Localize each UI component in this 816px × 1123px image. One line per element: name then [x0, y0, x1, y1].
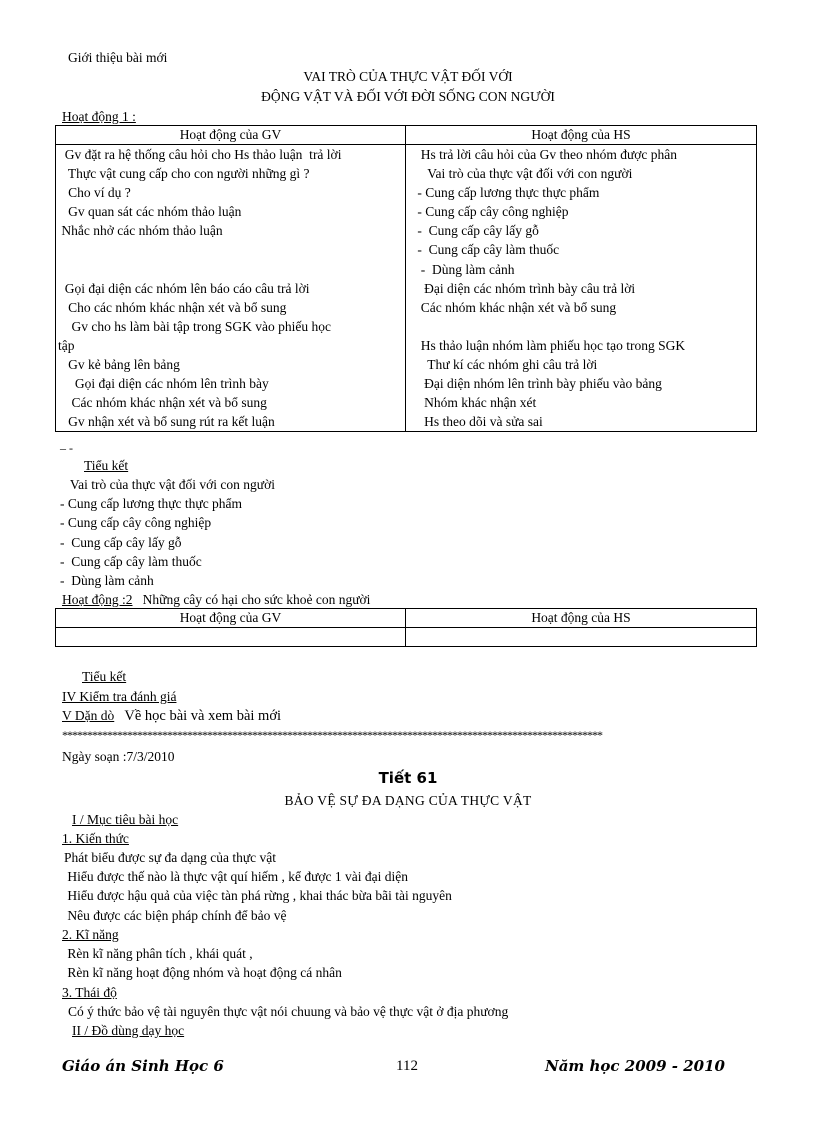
knowledge-item: Phát biểu được sự đa dạng của thực vật: [64, 850, 277, 865]
hs-activity-line: Thư kí các nhóm ghi câu trả lời: [414, 357, 598, 373]
activity-2-table: [55, 608, 757, 647]
gv-activity-line: Gv quan sát các nhóm thảo luận: [58, 204, 242, 220]
lesson-title-line-1: VAI TRÒ CỦA THỰC VẬT ĐỐI VỚI: [303, 69, 513, 84]
section-v: [62, 708, 281, 724]
hs-activity-line: Các nhóm khác nhận xét và bổ sung: [414, 299, 617, 315]
table1-header-gv: Hoạt động của GV: [56, 126, 406, 145]
summary-2-label: Tiểu kết: [82, 669, 127, 684]
knowledge-label: 1. Kiến thức: [62, 831, 129, 846]
materials-label: II / Đồ dùng dạy học: [72, 1023, 185, 1038]
summary-1-item: Vai trò của thực vật đối với con người: [60, 477, 275, 492]
gv-activity-line: Các nhóm khác nhận xét và bổ sung: [58, 395, 267, 411]
skills-label: 2. Kĩ năng: [62, 927, 119, 942]
hs-activity-line: - Cung cấp cây làm thuốc: [414, 242, 560, 258]
intro-label: Giới thiệu bài mới: [68, 50, 168, 65]
attitude-line: Có ý thức bảo vệ tài nguyên thực vật nói chuung và bảo vệ thực vật ở địa phương: [68, 1004, 509, 1019]
summary-1-item: - Cung cấp cây công nghiệp: [60, 515, 212, 531]
gv-activity-line: Thực vật cung cấp cho con người những gì ?: [58, 166, 310, 182]
objectives-label: I / Mục tiêu bài học: [72, 812, 179, 827]
hs-activity-line: - Cung cấp cây công nghiệp: [414, 204, 569, 220]
gv-activity-line: Gọi đại diện các nhóm lên báo cáo câu trả lời: [58, 280, 310, 296]
hs-activity-line: [414, 317, 756, 336]
footer-right: Năm học 2009 - 2010: [545, 1057, 725, 1075]
hs-activity-line: - Cung cấp lương thực thực phẩm: [414, 185, 600, 201]
hs-activity-line: Nhóm khác nhận xét: [414, 395, 537, 411]
hs-activity-line: Vai trò của thực vật đối với con người: [414, 166, 633, 182]
hs-activity-line: Đại diện các nhóm trình bày câu trả lời: [414, 280, 636, 296]
gv-activity-line: [58, 260, 405, 279]
table2-header-gv: Hoạt động của GV: [56, 609, 406, 628]
gv-activity-line: Gọi đại diện các nhóm lên trình bày: [58, 376, 269, 392]
table2-hs-cell: [406, 628, 757, 647]
section-v-label: V Dặn dò: [62, 708, 115, 723]
summary-1-item: - Cung cấp cây lấy gỗ: [60, 534, 182, 550]
lesson-number: Tiết 61: [378, 769, 438, 787]
activity-2-heading: [62, 592, 370, 608]
table2-gv-cell: [56, 628, 406, 647]
section-iv-label: IV Kiểm tra đánh giá: [62, 689, 177, 704]
activity-1-table: [55, 125, 757, 432]
hs-activity-line: - Cung cấp cây lấy gỗ: [414, 223, 539, 239]
activity-2-title: Những cây có hại cho sức khoẻ con người: [142, 592, 371, 607]
summary-1-item: - Cung cấp cây làm thuốc: [60, 553, 202, 569]
page-number: 112: [396, 1058, 418, 1074]
separator-stars: ************************************************************************************************************: [62, 728, 602, 742]
table2-header-hs: Hoạt động của HS: [406, 609, 757, 628]
gv-activity-line: Nhắc nhở các nhóm thảo luận: [58, 223, 223, 239]
attitude-label: 3. Thái độ: [62, 985, 117, 1000]
dash-marks: – -: [60, 441, 73, 455]
date-line: Ngày soạn :7/3/2010: [62, 749, 175, 764]
gv-activity-line: [58, 240, 405, 259]
gv-activity-line: Gv đặt ra hệ thống câu hỏi cho Hs thảo luận trả lời: [58, 147, 342, 162]
gv-activity-line: tập: [58, 337, 75, 353]
footer-left: Giáo án Sinh Học 6: [62, 1057, 224, 1075]
hs-activity-line: Hs theo dõi và sửa sai: [414, 414, 543, 430]
section-v-text: Về học bài và xem bài mới: [124, 708, 282, 724]
skills-item: Rèn kĩ năng hoạt động nhóm và hoạt động cá nhân: [64, 965, 342, 981]
knowledge-item: Hiểu được hậu quả của việc tàn phá rừng , khai thác bừa bãi tài nguyên: [64, 888, 452, 904]
summary-1-item: - Cung cấp lương thực thực phẩm: [60, 496, 243, 512]
hs-activity-line: - Dùng làm cảnh: [414, 261, 515, 277]
gv-activity-line: Gv kẻ bảng lên bảng: [58, 357, 180, 373]
knowledge-item: Nêu được các biện pháp chính để bảo vệ: [64, 907, 287, 923]
gv-activity-line: Cho ví dụ ?: [58, 185, 131, 201]
table1-gv-cell: [56, 145, 406, 432]
table1-hs-cell: [406, 145, 757, 432]
hs-activity-line: Hs trả lời câu hỏi của Gv theo nhóm được phân: [414, 147, 678, 162]
skills-item: Rèn kĩ năng phân tích , khái quát ,: [64, 946, 253, 961]
activity-1-label: Hoạt động 1 :: [62, 109, 136, 124]
summary-1-item: - Dùng làm cảnh: [60, 573, 154, 588]
lesson-subtitle: BẢO VỆ SỰ ĐA DẠNG CỦA THỰC VẬT: [284, 793, 532, 808]
summary-1-label: Tiểu kết: [84, 458, 129, 473]
gv-activity-line: Gv cho hs làm bài tập trong SGK vào phiếu học: [58, 318, 331, 334]
gv-activity-line: Cho các nhóm khác nhận xét và bổ sung: [58, 299, 287, 315]
activity-2-label: Hoạt động :2: [62, 592, 133, 607]
lesson-title-line-2: ĐỘNG VẬT VÀ ĐỐI VỚI ĐỜI SỐNG CON NGƯỜI: [261, 89, 555, 104]
hs-activity-line: Đại diện nhóm lên trình bày phiếu vào bảng: [414, 376, 662, 392]
gv-activity-line: Gv nhận xét và bổ sung rút ra kết luận: [58, 414, 275, 430]
hs-activity-line: Hs thảo luận nhóm làm phiếu học tạo trong SGK: [414, 337, 686, 353]
table1-header-hs: Hoạt động của HS: [406, 126, 757, 145]
knowledge-item: Hiểu được thế nào là thực vật quí hiếm , kể được 1 vài đại diện: [64, 869, 409, 885]
